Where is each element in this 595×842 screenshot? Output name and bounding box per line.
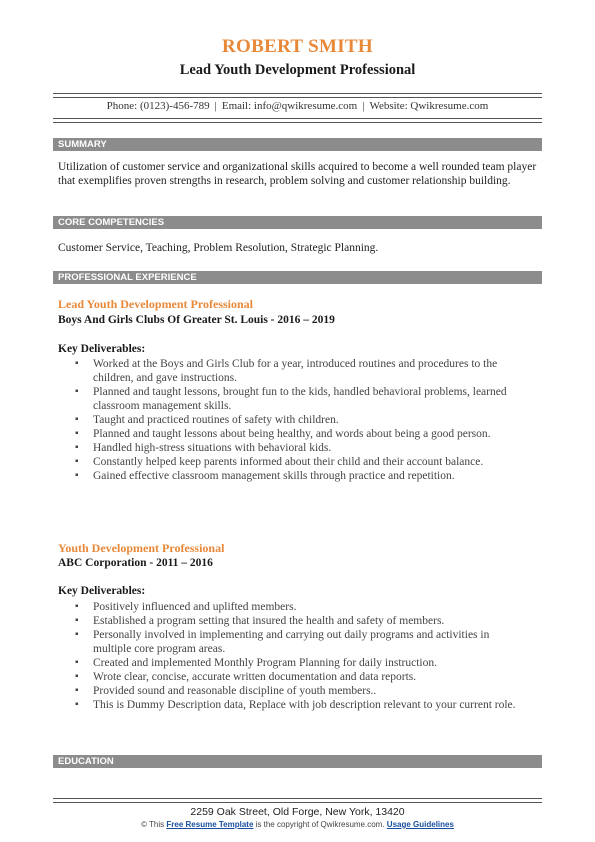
bullet-text: Planned and taught lessons about being healthy, and words about being a good person. xyxy=(93,428,491,440)
list-item xyxy=(58,614,528,628)
bullet-text: This is Dummy Description data, Replace with job description relevant to your current role. xyxy=(93,699,516,711)
list-item xyxy=(58,455,528,469)
header-top-rule xyxy=(53,93,542,98)
list-item xyxy=(58,385,528,413)
bullet-icon: ▪ xyxy=(75,428,79,439)
copyright-prefix: © This xyxy=(141,820,165,829)
bullet-text: Established a program setting that insured the health and safety of members. xyxy=(93,615,445,627)
candidate-name: ROBERT SMITH xyxy=(222,36,373,57)
contact-phone: Phone: (0123)-456-789 xyxy=(106,100,210,112)
contact-separator: | xyxy=(214,100,217,112)
job-2-bullets xyxy=(58,600,528,712)
job-title: Lead Youth Development Professional xyxy=(58,297,253,311)
job-1-bullets xyxy=(58,357,528,483)
list-item xyxy=(58,656,528,670)
bullet-icon: ▪ xyxy=(75,358,79,369)
bullet-text: Taught and practiced routines of safety with children. xyxy=(93,414,339,426)
contact-email: Email: info@qwikresume.com xyxy=(221,100,358,112)
bullet-icon: ▪ xyxy=(75,615,79,626)
bullet-text: Worked at the Boys and Girls Club for a year, introduced routines and procedures to the children, and gave instructions. xyxy=(93,358,498,384)
bullet-text: Personally involved in implementing and carrying out daily programs and activities in multiple core program areas. xyxy=(93,629,490,655)
footer-rule xyxy=(53,798,542,803)
contact-separator: | xyxy=(362,100,365,112)
footer-address: 2259 Oak Street, Old Forge, New York, 13420 xyxy=(190,806,405,818)
bullet-icon: ▪ xyxy=(75,685,79,696)
bullet-text: Positively influenced and uplifted members. xyxy=(93,601,297,613)
bullet-icon: ▪ xyxy=(75,601,79,612)
key-deliverables-label: Key Deliverables: xyxy=(58,343,146,355)
list-item xyxy=(58,600,528,614)
contact-line xyxy=(0,100,595,112)
bullet-text: Provided sound and reasonable discipline of youth members.. xyxy=(93,685,377,697)
bullet-icon: ▪ xyxy=(75,671,79,682)
free-resume-template-link[interactable]: Free Resume Template xyxy=(166,820,254,829)
bullet-text: Wrote clear, concise, accurate written documentation and data reports. xyxy=(93,671,417,683)
job-title: Youth Development Professional xyxy=(58,541,225,555)
list-item xyxy=(58,413,528,427)
bullet-icon: ▪ xyxy=(75,456,79,467)
section-heading-summary: SUMMARY xyxy=(53,138,542,151)
job-organization: ABC Corporation - 2011 – 2016 xyxy=(58,557,213,569)
header-bottom-rule xyxy=(53,118,542,123)
list-item xyxy=(58,441,528,455)
list-item xyxy=(58,698,528,712)
bullet-text: Constantly helped keep parents informed about their child and their account balance. xyxy=(93,456,484,468)
list-item xyxy=(58,670,528,684)
bullet-icon: ▪ xyxy=(75,629,79,640)
bullet-text: Gained effective classroom management skills through practice and repetition. xyxy=(93,470,455,482)
bullet-icon: ▪ xyxy=(75,470,79,481)
copyright-middle: is the copyright of Qwikresume.com. xyxy=(255,820,385,829)
bullet-text: Created and implemented Monthly Program Planning for daily instruction. xyxy=(93,657,437,669)
list-item xyxy=(58,357,528,385)
usage-guidelines-link[interactable]: Usage Guidelines xyxy=(386,820,454,829)
bullet-icon: ▪ xyxy=(75,699,79,710)
bullet-icon: ▪ xyxy=(75,414,79,425)
bullet-text: Planned and taught lessons, brought fun to the kids, handled behavioral problems, learned classroom management skills. xyxy=(93,386,507,412)
bullet-icon: ▪ xyxy=(75,386,79,397)
competencies-text: Customer Service, Teaching, Problem Resolution, Strategic Planning. xyxy=(58,242,379,254)
list-item xyxy=(58,427,528,441)
key-deliverables-label: Key Deliverables: xyxy=(58,585,146,597)
footer-copyright xyxy=(0,820,595,829)
job-organization: Boys And Girls Clubs Of Greater St. Louis - 2016 – 2019 xyxy=(58,314,335,326)
list-item xyxy=(58,469,528,483)
bullet-text: Handled high-stress situations with behavioral kids. xyxy=(93,442,332,454)
bullet-icon: ▪ xyxy=(75,657,79,668)
section-heading-competencies: CORE COMPETENCIES xyxy=(53,216,542,229)
candidate-title: Lead Youth Development Professional xyxy=(179,62,416,78)
summary-text: Utilization of customer service and organizational skills acquired to become a well rounded team player that exemplifies proven strengths in research, problem solving and customer relationship building. xyxy=(58,161,537,187)
section-heading-education: EDUCATION xyxy=(53,755,542,768)
section-heading-experience: PROFESSIONAL EXPERIENCE xyxy=(53,271,542,284)
bullet-icon: ▪ xyxy=(75,442,79,453)
contact-website: Website: Qwikresume.com xyxy=(369,100,489,112)
list-item xyxy=(58,628,528,656)
list-item xyxy=(58,684,528,698)
